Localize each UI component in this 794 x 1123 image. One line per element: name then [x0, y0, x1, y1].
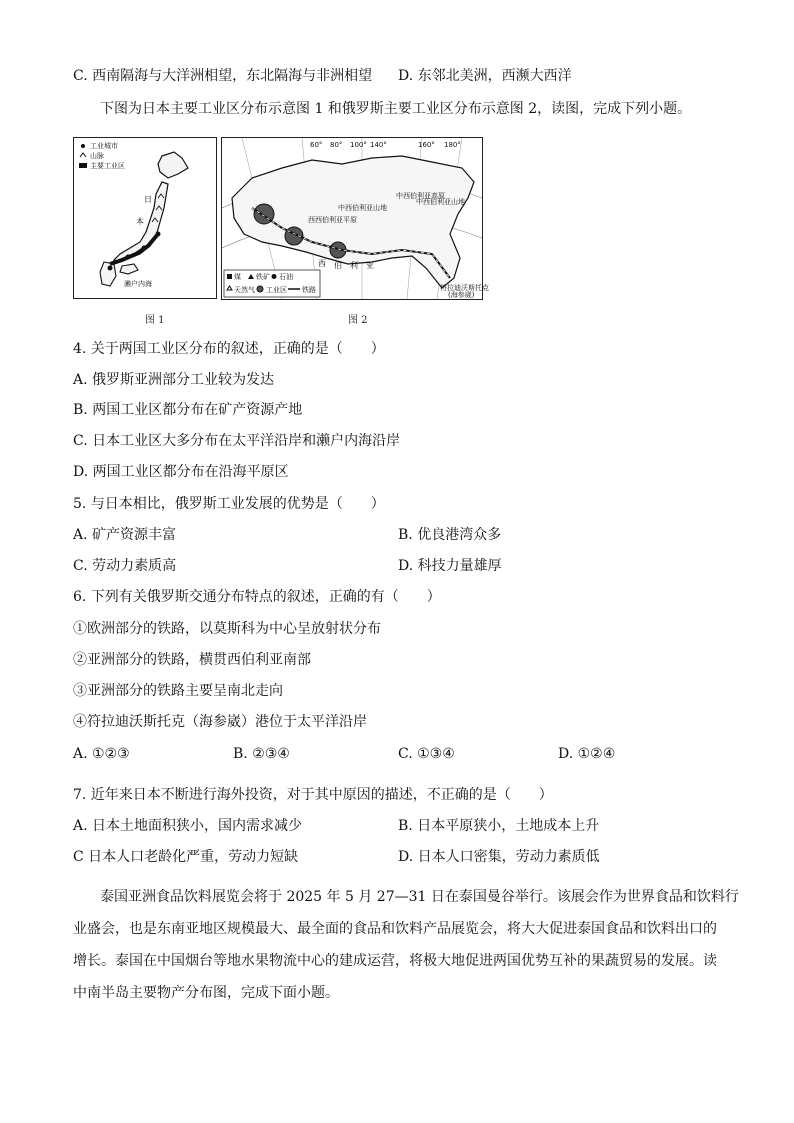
- lon-60: 60°: [310, 141, 323, 149]
- label-ya: 亚: [366, 261, 374, 270]
- q5-option-b: B. 优良港湾众多: [398, 527, 502, 543]
- label-ben: 本: [136, 217, 144, 226]
- legend-coal: 煤: [234, 273, 241, 281]
- q6-stem: 6. 下列有关俄罗斯交通分布特点的叙述，正确的有（ ）: [73, 589, 441, 605]
- q5-option-d: D. 科技力量雄厚: [398, 558, 502, 574]
- legend-iron: 铁矿: [256, 273, 270, 281]
- label-ri: 日: [144, 195, 152, 204]
- q5-option-a: A. 矿产资源丰富: [73, 527, 177, 543]
- q6-statement-1: ①欧洲部分的铁路，以莫斯科为中心呈放射状分布: [73, 621, 381, 637]
- label-central-siberian-plateau: 中西伯利亚高原: [396, 192, 445, 200]
- q4-option-a: A. 俄罗斯亚洲部分工业较为发达: [73, 372, 275, 388]
- legend-city: 工业城市: [90, 142, 118, 150]
- q7-option-b: B. 日本平原狭小，土地成本上升: [398, 818, 600, 834]
- figure-2-russia-map: [221, 137, 489, 300]
- q6-option-a: A. ①②③: [73, 746, 130, 762]
- q7-option-d: D. 日本人口密集，劳动力素质低: [398, 849, 600, 865]
- passage-line-3: 增长。泰国在中国烟台等地水果物流中心的建成运营，将极大地促进两国优势互补的果蔬贸易的发展。读: [73, 953, 717, 969]
- q7-stem: 7. 近年来日本不断进行海外投资，对于其中原因的描述，不正确的是（ ）: [73, 787, 553, 803]
- q6-option-c: C. ①③④: [398, 746, 455, 762]
- legend-city-symbol: [81, 144, 85, 148]
- q7-option-c: C 日本人口老龄化严重，劳动力短缺: [73, 849, 299, 865]
- q3-option-c: C. 西南隔海与大洋洲相望，东北隔海与非洲相望: [73, 68, 373, 84]
- label-haishenwai: (海参崴): [448, 291, 475, 299]
- q3-option-d: D. 东邻北美洲，西濒大西洋: [398, 68, 572, 84]
- figure-1-japan-map: [73, 137, 217, 299]
- label-li: 利: [350, 261, 358, 270]
- legend-mountain-symbol: [80, 153, 86, 157]
- lon-100: 100°: [350, 141, 367, 149]
- label-bo: 伯: [334, 261, 342, 270]
- q7-option-a: A. 日本土地面积狭小，国内需求减少: [73, 818, 303, 834]
- maps-intro: 下图为日本主要工业区分布示意图 1 和俄罗斯主要工业区分布示意图 2，读图，完成下列小题。: [100, 101, 692, 117]
- legend-industrial-symbol: [79, 163, 87, 168]
- figure-2-caption: 图 2: [348, 315, 368, 326]
- label-vladivostok: 符拉迪沃斯托克: [440, 284, 489, 292]
- label-west-siberian-plain: 西西伯利亚平原: [308, 216, 357, 224]
- label-seto: 濑户内海: [124, 280, 152, 288]
- label-xi: 西: [318, 259, 326, 268]
- passage-line-1: 泰国亚洲食品饮料展览会将于 2025 年 5 月 27—31 日在泰国曼谷举行。该展会作为世界食品和饮料行: [100, 889, 739, 905]
- legend-railway: 铁路: [302, 286, 316, 294]
- q4-option-b: B. 两国工业区都分布在矿产资源产地: [73, 402, 303, 418]
- q6-option-b: B. ②③④: [233, 746, 290, 762]
- legend-gas: 天然气: [234, 286, 255, 294]
- q6-statement-3: ③亚洲部分的铁路主要呈南北走向: [73, 683, 283, 699]
- japan-map-graphic: [74, 138, 216, 298]
- q6-statement-2: ②亚洲部分的铁路，横贯西伯利亚南部: [73, 652, 311, 668]
- q6-statement-4: ④符拉迪沃斯托克（海参崴）港位于太平洋沿岸: [73, 714, 367, 730]
- q4-option-d: D. 两国工业区都分布在沿海平原区: [73, 464, 289, 480]
- lon-140: 140°: [370, 141, 387, 149]
- q5-option-c: C. 劳动力素质高: [73, 558, 177, 574]
- legend-oil: 石油: [279, 273, 293, 281]
- passage-line-4: 中南半岛主要物产分布图，完成下面小题。: [73, 985, 339, 1001]
- q6-option-d: D. ①②④: [558, 746, 616, 762]
- q4-stem: 4. 关于两国工业区分布的叙述，正确的是（ ）: [73, 341, 385, 357]
- lon-80: 80°: [330, 141, 343, 149]
- russia-map-graphic: [222, 138, 489, 299]
- q4-option-c: C. 日本工业区大多分布在太平洋沿岸和濑户内海沿岸: [73, 433, 401, 449]
- lon-160: 160°: [418, 141, 435, 149]
- label-east-mountain: 中西伯利亚山地: [416, 198, 465, 206]
- legend-industrial-zone: 工业区: [266, 286, 287, 294]
- lon-180: 180°: [444, 141, 461, 149]
- legend-mountain: 山脉: [90, 152, 104, 160]
- figure-1-caption: 图 1: [145, 315, 165, 326]
- legend-industrial: 主要工业区: [90, 162, 125, 170]
- q5-stem: 5. 与日本相比，俄罗斯工业发展的优势是（ ）: [73, 496, 385, 512]
- passage-line-2: 业盛会，也是东南亚地区规模最大、最全面的食品和饮料产品展览会，将大大促进泰国食品和饮料出口的: [73, 921, 717, 937]
- label-central-siberian-mountain: 中西伯利亚山地: [338, 204, 387, 212]
